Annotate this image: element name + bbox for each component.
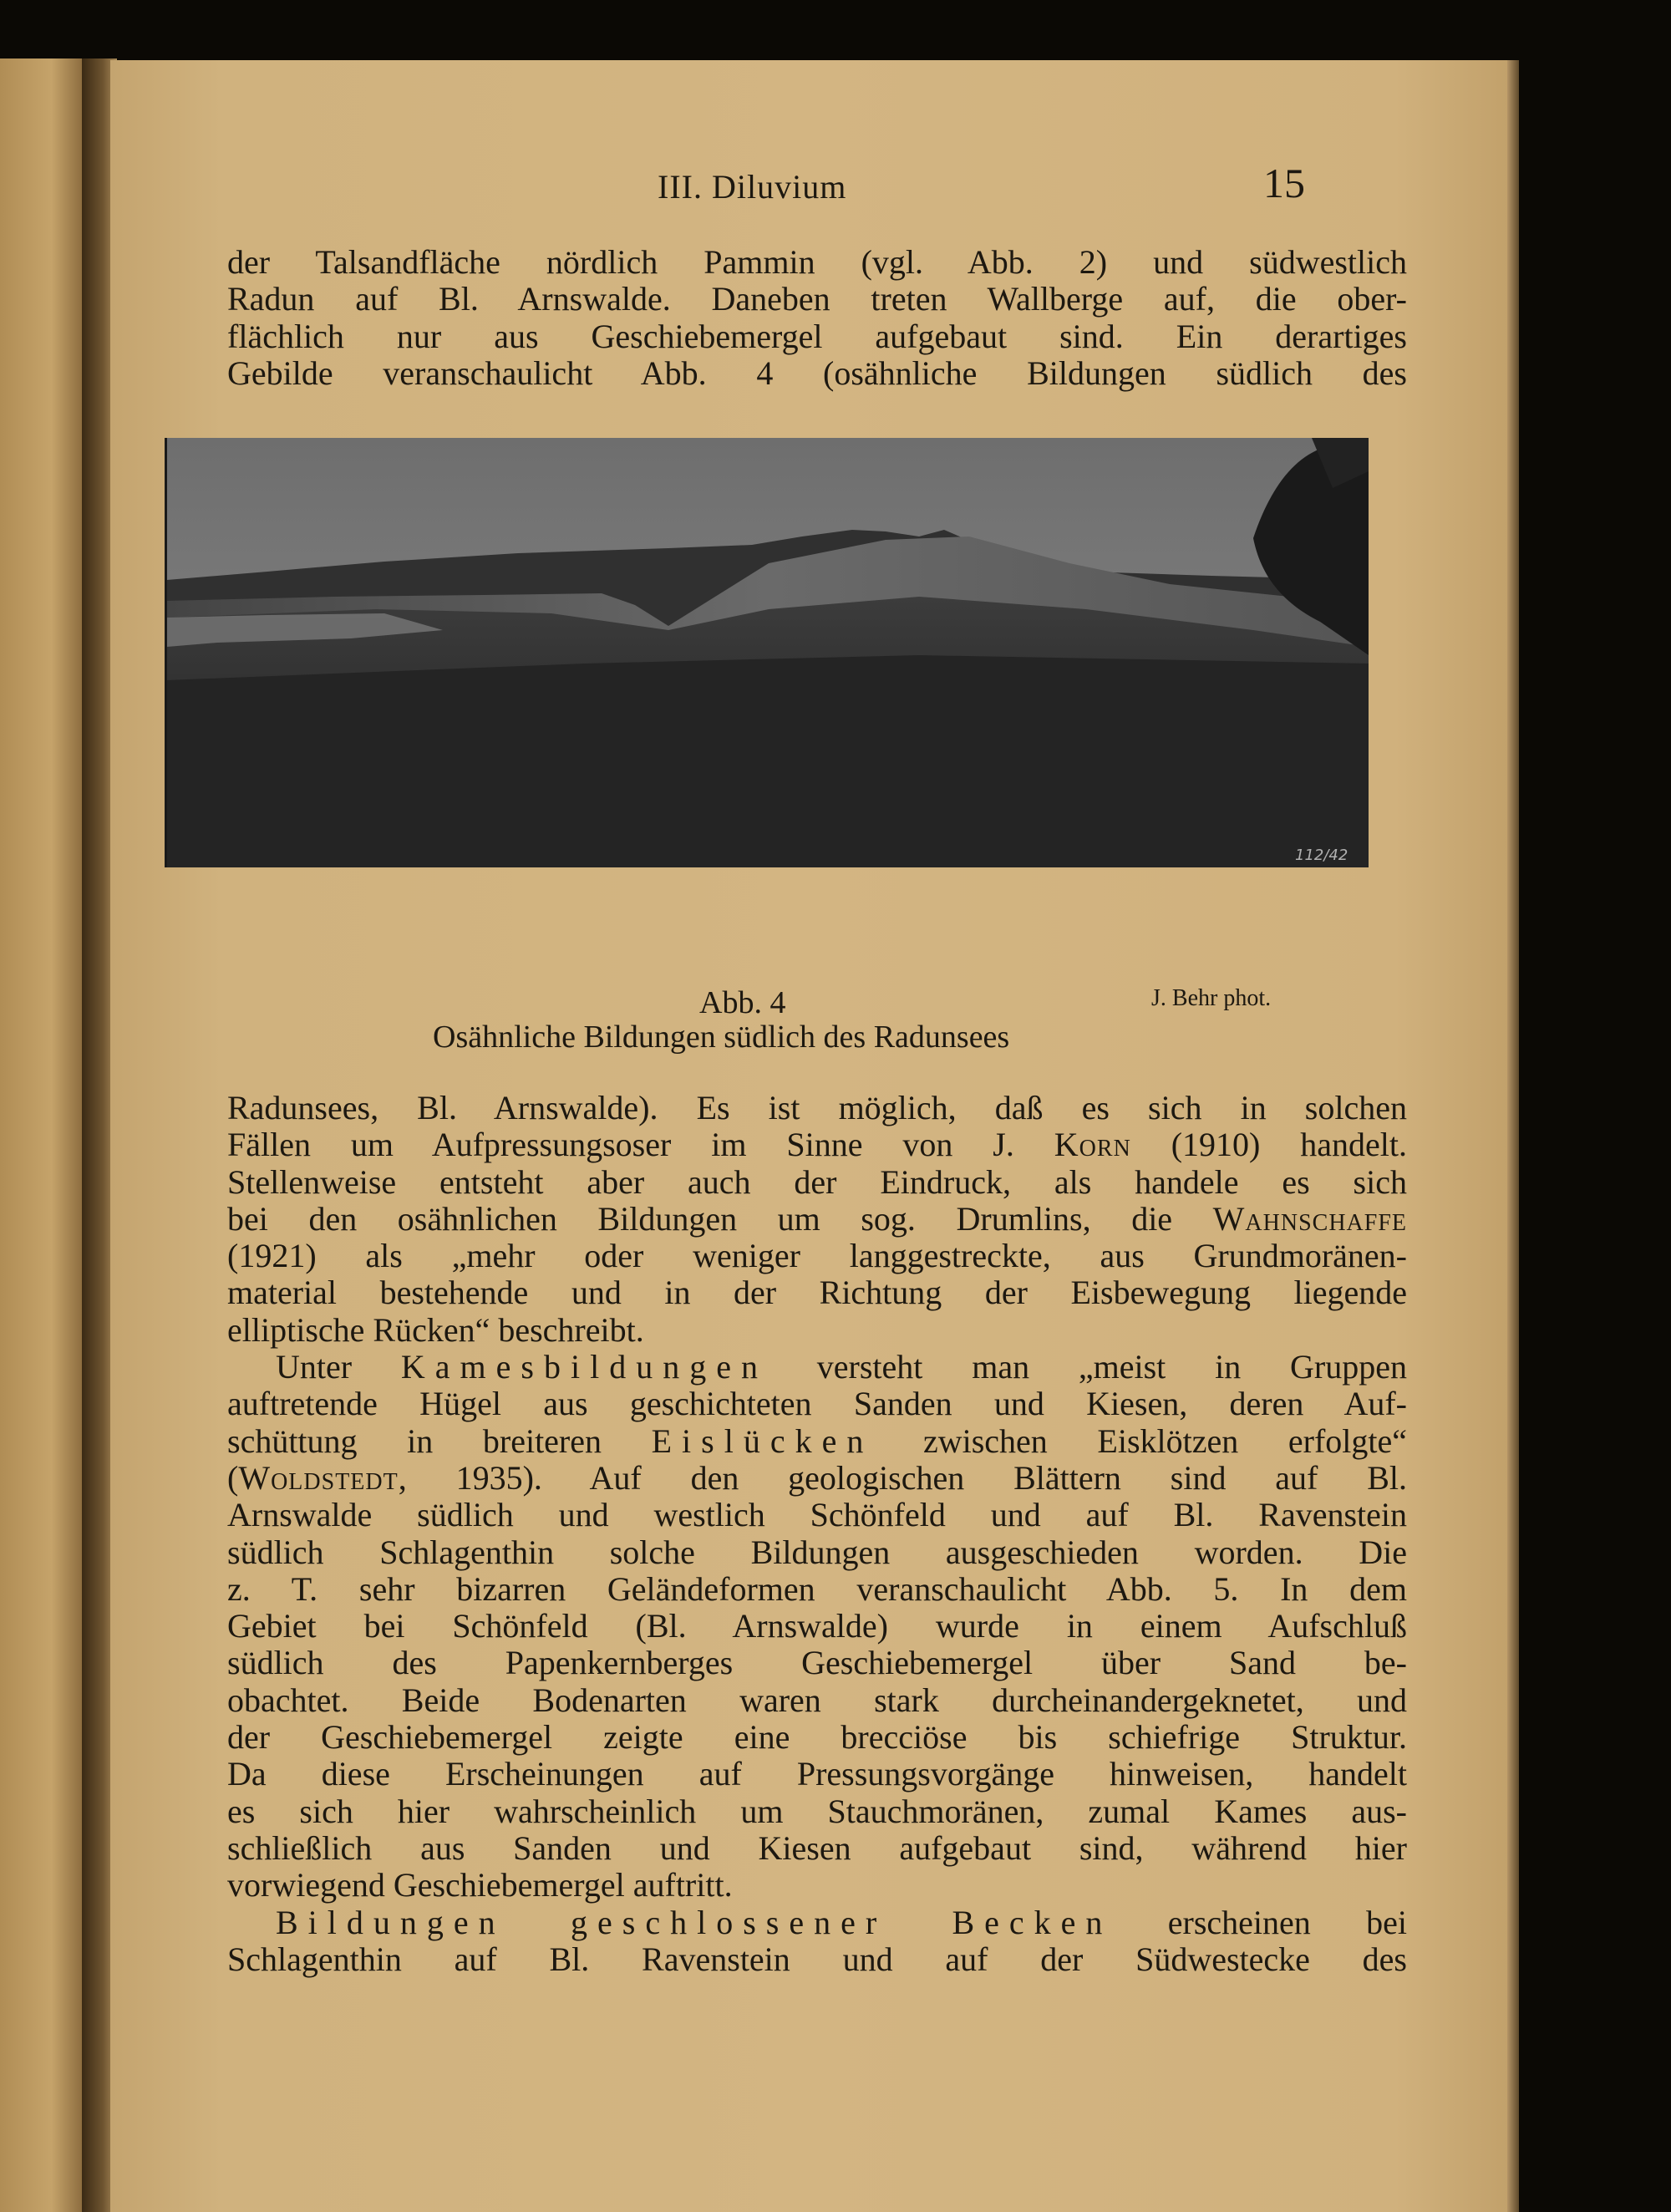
author-name: Wahnschaffe xyxy=(1212,1199,1408,1238)
text-line: der Talsandfläche nördlich Pammin (vgl. Abb. 2) und südwestlich xyxy=(227,243,1407,281)
text-line: südlich des Papenkernberges Geschiebemergel über Sand be- xyxy=(227,1644,1407,1682)
text-line: bei den osähnlichen Bildungen um sog. Drumlins, die Wahnschaffe xyxy=(227,1199,1408,1238)
text-line: Gebilde veranschaulicht Abb. 4 (osähnliche Bildungen südlich des xyxy=(227,353,1407,392)
text-line: flächlich nur aus Geschiebemergel aufgebaut sind. Ein derartiges xyxy=(227,317,1407,355)
text-line: schließlich aus Sanden und Kiesen aufgebaut sind, während hier xyxy=(227,1828,1407,1867)
text-line: obachtet. Beide Bodenarten waren stark durcheinandergeknetet, und xyxy=(227,1681,1407,1719)
text-line: vorwiegend Geschiebemergel auftritt. xyxy=(227,1866,733,1904)
author-name: Korn xyxy=(1054,1126,1131,1164)
text-line: Stellenweise entsteht aber auch der Eindruck, als handele es sich xyxy=(227,1162,1407,1201)
page-edge-shadow xyxy=(1507,60,1519,2212)
text-line: Bildungen geschlossener Becken erscheinen bei xyxy=(276,1903,1408,1941)
figure-label: Abb. 4 xyxy=(699,985,786,1020)
text-line: Radun auf Bl. Arnswalde. Daneben treten Wallberge auf, die ober- xyxy=(227,280,1407,318)
text-line: material bestehende und in der Richtung der Eisbewegung liegende xyxy=(227,1274,1407,1312)
text-line: (1921) als „mehr oder weniger langgestreckte, aus Grundmoränen- xyxy=(227,1237,1407,1275)
text-line: Radunsees, Bl. Arnswalde). Es ist möglich, daß es sich in solchen xyxy=(227,1089,1407,1126)
text-line: Unter Kamesbildungen versteht man „meist in Gruppen xyxy=(276,1348,1407,1386)
spaced-term: Eislücken xyxy=(651,1421,874,1460)
spaced-term: Kamesbildungen xyxy=(400,1348,768,1386)
text-line: auftretende Hügel aus geschichteten Sanden und Kiesen, deren Auf- xyxy=(227,1385,1407,1423)
spaced-term: Bildungen geschlossener Becken xyxy=(276,1903,1113,1941)
text-line: Fällen um Aufpressungsoser im Sinne von J. Korn (1910) handelt. xyxy=(227,1126,1408,1164)
page-number: 15 xyxy=(1263,160,1305,206)
author-name: Woldstedt xyxy=(238,1458,399,1497)
landscape-photograph xyxy=(165,438,1369,867)
text-line: z. T. sehr bizarren Geländeformen veranschaulicht Abb. 5. In dem xyxy=(227,1569,1407,1608)
running-header: III. Diluvium xyxy=(658,168,847,206)
paragraph-top xyxy=(227,244,1407,392)
text-line: (Woldstedt, 1935). Auf den geologischen Blättern sind auf Bl. xyxy=(227,1458,1407,1497)
book-page xyxy=(110,60,1507,2212)
text-line: Da diese Erscheinungen auf Pressungsvorgänge hinweisen, handelt xyxy=(227,1755,1407,1793)
text-line: elliptische Rücken“ beschreibt. xyxy=(227,1310,644,1349)
text-line: schüttung in breiteren Eislücken zwischen Eisklötzen erfolgte“ xyxy=(227,1421,1407,1460)
text-line: südlich Schlagenthin solche Bildungen ausgeschieden worden. Die xyxy=(227,1533,1407,1571)
figure-caption: Osähnliche Bildungen südlich des Radunsees xyxy=(433,1020,1010,1055)
text-line: Schlagenthin auf Bl. Ravenstein und auf der Südwestecke des xyxy=(227,1940,1407,1978)
text-line: es sich hier wahrscheinlich um Stauchmoränen, zumal Kames aus- xyxy=(227,1792,1407,1830)
paragraph-body xyxy=(227,1090,1407,1978)
text-line: der Geschiebemergel zeigte eine brecciöse bis schiefrige Struktur. xyxy=(227,1718,1407,1757)
text-line: Arnswalde südlich und westlich Schönfeld und auf Bl. Ravenstein xyxy=(227,1496,1407,1534)
plate-mark: 112/42 xyxy=(1295,847,1348,864)
photo-credit: J. Behr phot. xyxy=(1151,985,1272,1011)
facing-page-edge xyxy=(0,58,94,2212)
text-line: Gebiet bei Schönfeld (Bl. Arnswalde) wurde in einem Aufschluß xyxy=(227,1607,1407,1645)
